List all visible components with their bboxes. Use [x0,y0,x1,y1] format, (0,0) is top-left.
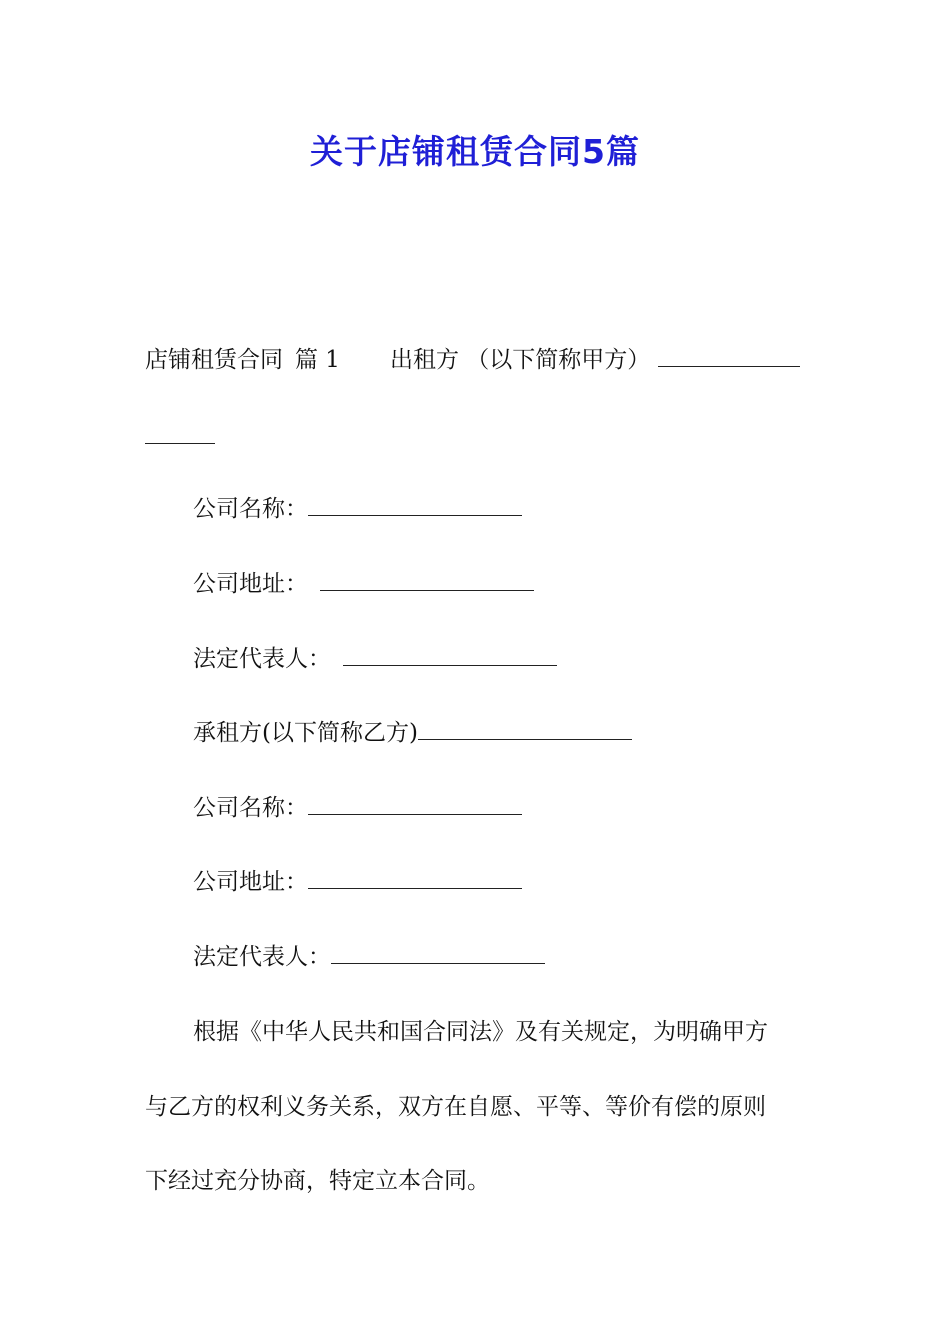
lessor-heading: 出租方 （以下简称甲方） [389,347,651,373]
contract-part-number: 篇 1 [295,347,340,373]
lessee-company-name-label: 公司名称： [193,795,308,821]
lessee-name-blank [418,737,632,740]
preamble-line-3: 下经过充分协商，特定立本合同。 [145,1168,490,1194]
lessor-legal-rep-label: 法定代表人： [193,646,331,672]
lessor-company-address-row [193,569,534,599]
lessee-legal-rep-label: 法定代表人： [193,944,331,970]
lessor-legal-rep-blank [343,663,557,666]
lessor-name-blank [658,364,800,367]
lessor-name-blank-continued [145,441,215,444]
preamble-line-2: 与乙方的权利义务关系，双方在自愿、平等、等价有偿的原则 [145,1094,766,1120]
heading-line-continuation [145,422,215,452]
lessee-legal-rep-row [193,942,545,972]
lessee-heading-row [193,718,632,748]
lessor-company-address-blank [320,588,534,591]
lessee-company-address-blank [308,886,522,889]
lessee-company-address-label: 公司地址： [193,869,308,895]
lessee-company-name-row [193,793,522,823]
lessor-legal-rep-row [193,644,557,674]
heading-line [145,345,800,375]
preamble-line-1: 根据《中华人民共和国合同法》及有关规定，为明确甲方 [193,1019,768,1045]
lessor-company-address-label: 公司地址： [193,571,308,597]
lessee-company-name-blank [308,812,522,815]
lessee-heading: 承租方(以下简称乙方) [193,720,418,746]
lessor-company-name-label: 公司名称： [193,496,308,522]
lessee-legal-rep-blank [331,961,545,964]
lessor-company-name-blank [308,513,522,516]
lessee-company-address-row [193,867,522,897]
document-title: 关于店铺租赁合同5篇 [310,132,640,171]
contract-heading-label: 店铺租赁合同 [145,347,283,373]
lessor-company-name-row [193,494,522,524]
